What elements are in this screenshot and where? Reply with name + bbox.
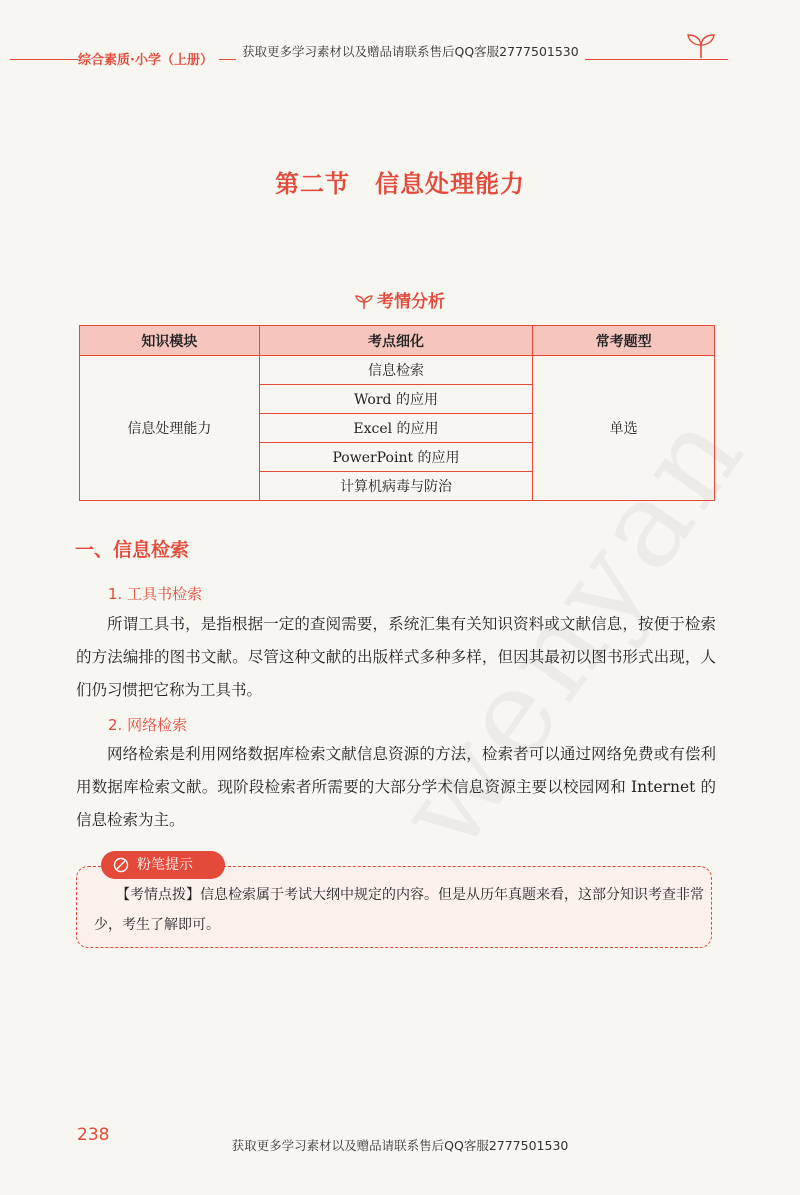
table-header-row xyxy=(80,326,715,356)
sub2-paragraph: 网络检索是利用网络数据库检索文献信息资源的方法，检索者可以通过网络免费或有偿利用数据库检索文献。现阶段检索者所需要的大部分学术信息资源主要以校园网和 Internet 的信息检索为主。 xyxy=(76,745,716,829)
sub1-heading: 1. 工具书检索 xyxy=(108,585,203,603)
tip-text: 【考情点拨】信息检索属于考试大纲中规定的内容。但是从历年真题来看，这部分知识考查非常少，考生了解即可。 xyxy=(94,887,704,933)
sub1-paragraph: 所谓工具书，是指根据一定的查阅需要，系统汇集有关知识资料或文献信息，按便于检索的方法编排的图书文献。尽管这种文献的出版样式多种多样，但因其最初以图书形式出现，人们仍习惯把它称为工具书。 xyxy=(76,615,716,699)
point-cell: Word 的应用 xyxy=(259,385,533,414)
chalk-icon xyxy=(113,857,129,873)
page-number: 238 xyxy=(77,1125,110,1145)
header-promo: 获取更多学习素材以及赠品请联系售后QQ客服2777501530 xyxy=(236,42,585,60)
table-header: 知识模块 xyxy=(80,326,260,356)
section-title: 第二节 信息处理能力 xyxy=(275,170,525,198)
sprout-icon xyxy=(355,294,373,310)
sub2-heading: 2. 网络检索 xyxy=(108,716,188,734)
point-cell: 计算机病毒与防治 xyxy=(259,472,533,501)
table-header: 常考题型 xyxy=(533,326,715,356)
exam-analysis-table xyxy=(79,325,715,501)
table-header: 考点细化 xyxy=(259,326,533,356)
part1-heading: 一、信息检索 xyxy=(75,539,190,561)
tip-label-tab xyxy=(101,851,225,879)
module-cell: 信息处理能力 xyxy=(80,356,260,501)
point-cell: 信息检索 xyxy=(259,356,533,385)
tip-label: 粉笔提示 xyxy=(137,857,193,873)
table-row xyxy=(80,356,715,385)
sprout-icon xyxy=(684,32,718,60)
point-cell: PowerPoint 的应用 xyxy=(259,443,533,472)
analysis-heading-text: 考情分析 xyxy=(377,292,445,312)
footer-promo: 获取更多学习素材以及赠品请联系售后QQ客服2777501530 xyxy=(231,1138,569,1153)
page-header xyxy=(0,38,800,78)
point-cell: Excel 的应用 xyxy=(259,414,533,443)
book-title: 综合素质·小学（上册） xyxy=(78,49,219,68)
analysis-heading xyxy=(0,287,800,312)
question-type-cell: 单选 xyxy=(533,356,715,501)
